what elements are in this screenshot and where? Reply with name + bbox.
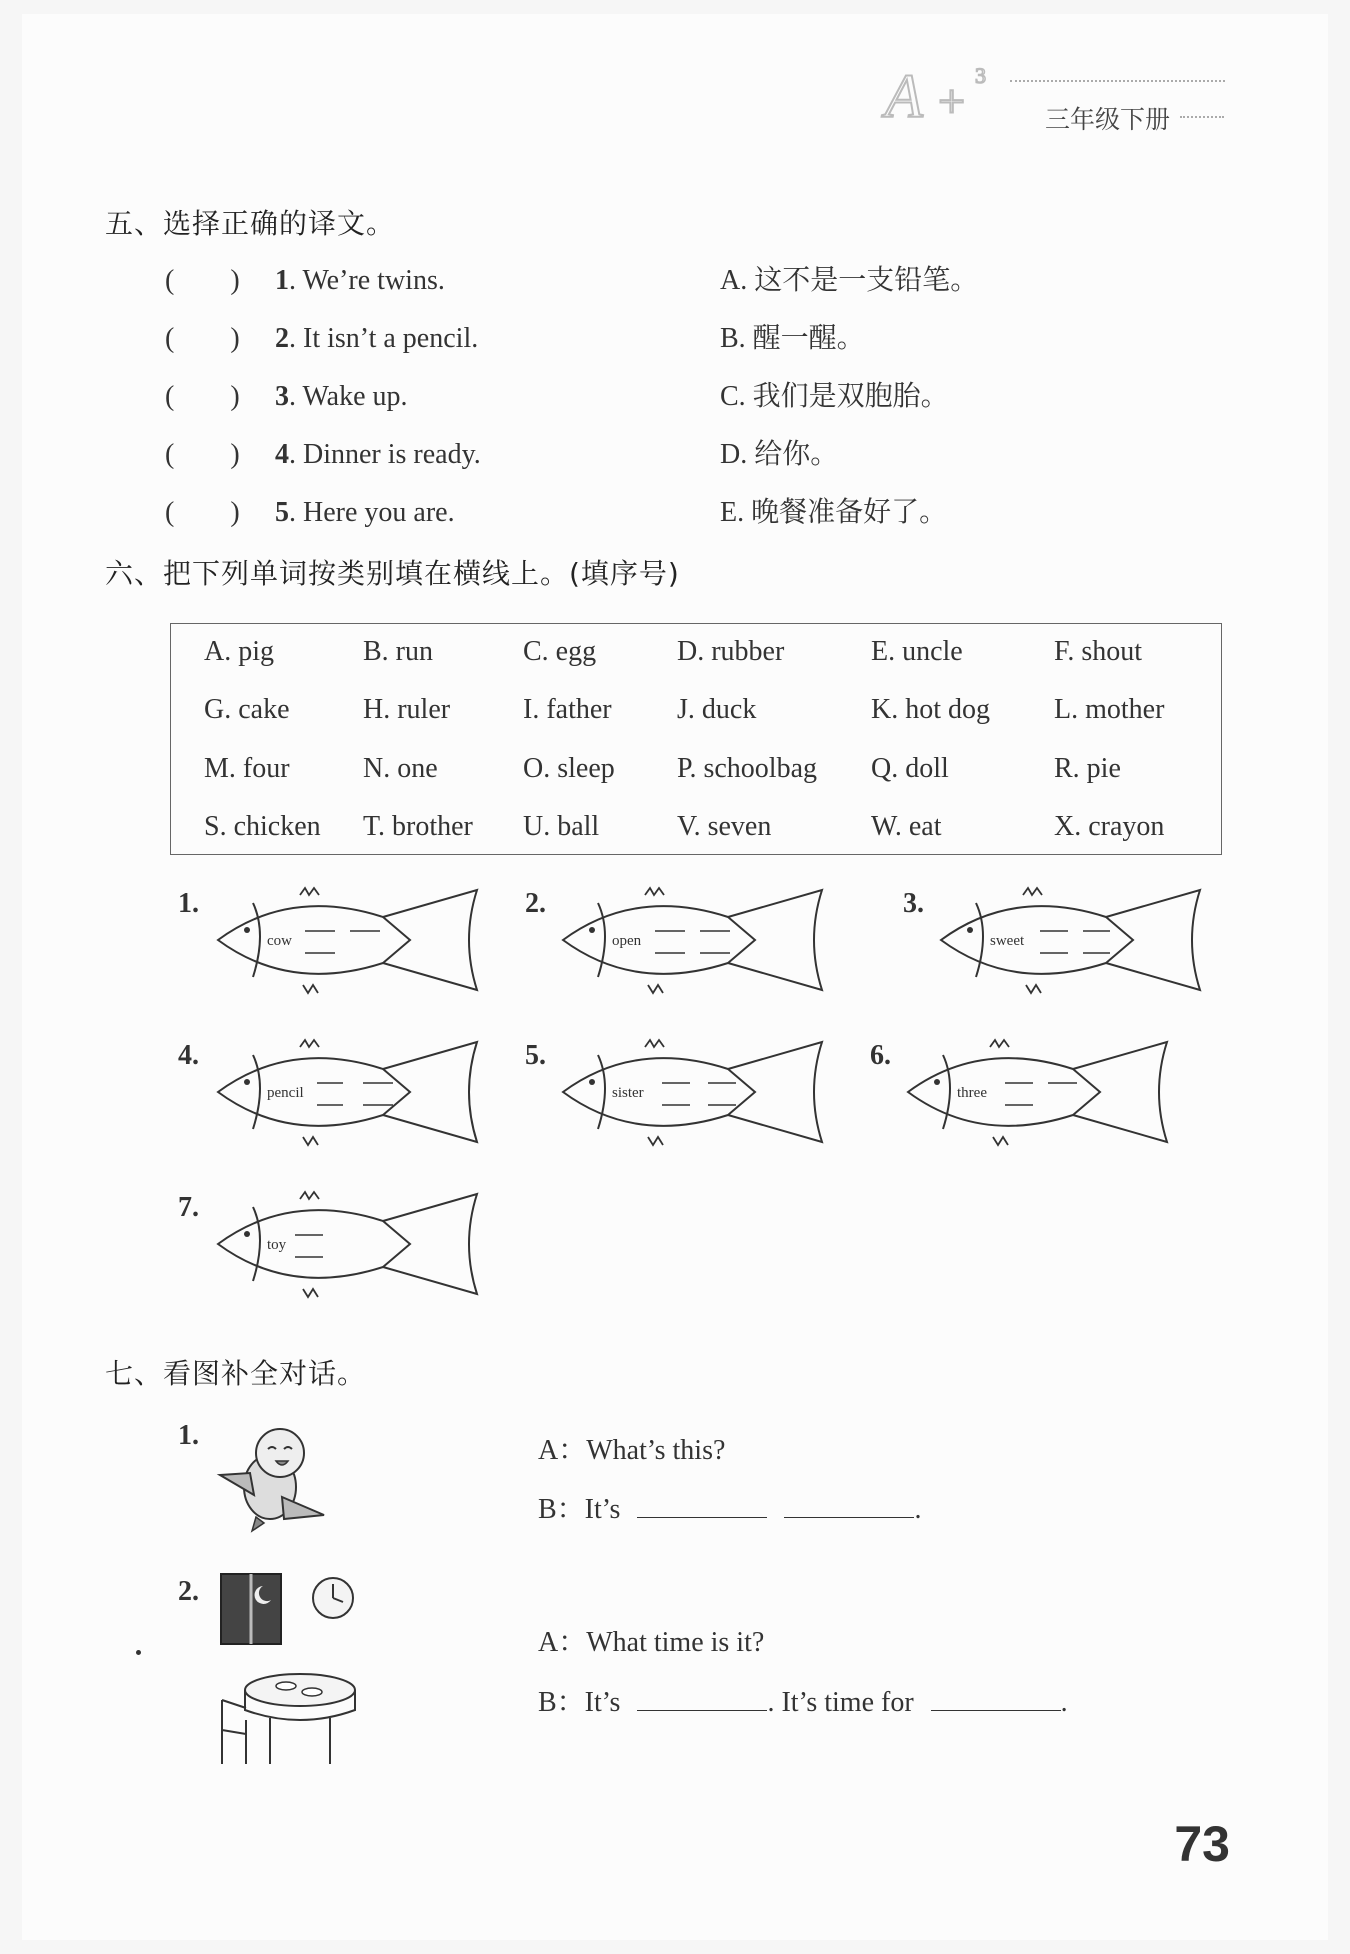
answer-blank[interactable]: [784, 1493, 914, 1518]
item-number: 1: [275, 265, 289, 296]
word-item: T. brother: [363, 811, 473, 842]
dinner-table-icon: [220, 1660, 360, 1770]
word-item: P. schoolbag: [677, 753, 817, 784]
header-rule: [1010, 80, 1225, 82]
word-item: R. pie: [1054, 753, 1121, 784]
word-item: F. shout: [1054, 636, 1143, 667]
item-sentence: . Wake up.: [289, 381, 408, 412]
answer-paren[interactable]: ( ): [165, 265, 240, 296]
word-item: V. seven: [677, 811, 772, 842]
word-item: X. crayon: [1054, 811, 1165, 842]
fish-icon: [938, 885, 1203, 995]
page-number: 73: [1174, 1816, 1230, 1872]
dialog-line-b: [538, 1487, 921, 1527]
dialog-line-a: A：What’s this?: [538, 1435, 726, 1466]
dialog-period: .: [914, 1494, 922, 1525]
fish-word: sister: [612, 1085, 644, 1101]
word-item: E. uncle: [871, 636, 963, 667]
svg-text:+: +: [935, 75, 968, 128]
word-item: M. four: [204, 753, 290, 784]
word-item: C. egg: [523, 636, 597, 667]
word-item: S. chicken: [204, 811, 321, 842]
fish-icon: [560, 1037, 825, 1147]
fish-number: 3.: [903, 888, 924, 919]
fish-word: toy: [267, 1237, 287, 1253]
answer-paren[interactable]: ( ): [165, 381, 240, 412]
dialog-line-b: [538, 1680, 1068, 1720]
item-sentence: . Dinner is ready.: [289, 439, 481, 470]
fish-icon: [905, 1037, 1170, 1147]
fish-number: 7.: [178, 1192, 199, 1223]
item-number: 2: [275, 323, 289, 354]
fish-word: open: [612, 933, 642, 949]
word-item: G. cake: [204, 694, 290, 725]
dialog-prefix: B：It’s: [538, 1494, 621, 1525]
answer-blank[interactable]: [637, 1493, 767, 1518]
svg-text:A: A: [885, 63, 923, 131]
answer-paren[interactable]: ( ): [165, 323, 240, 354]
item-sentence: . It isn’t a pencil.: [289, 323, 479, 354]
question-number: 2.: [178, 1576, 199, 1607]
option-a: A. 这不是一支铅笔。: [720, 265, 979, 296]
fish-number: 2.: [525, 888, 546, 919]
fish-icon: [215, 1037, 480, 1147]
item-number: 3: [275, 381, 289, 412]
word-item: J. duck: [677, 694, 757, 725]
fish-icon: [215, 1189, 480, 1299]
fish-icon: [215, 885, 480, 995]
fish-word: pencil: [267, 1085, 304, 1101]
option-c: C. 我们是双胞胎。: [720, 381, 949, 412]
dialog-prefix: B：It’s: [538, 1687, 621, 1718]
word-item: H. ruler: [363, 694, 451, 725]
fish-icon: [560, 885, 825, 995]
fish-number: 6.: [870, 1040, 891, 1071]
option-b: B. 醒一醒。: [720, 323, 865, 354]
question-number: 1.: [178, 1420, 199, 1451]
fish-word: cow: [267, 933, 292, 949]
word-item: N. one: [363, 753, 438, 784]
fish-word: three: [957, 1085, 987, 1101]
item-number: 4: [275, 439, 289, 470]
night-window-icon: [215, 1568, 365, 1648]
word-item: U. ball: [523, 811, 600, 842]
word-item: A. pig: [204, 636, 274, 667]
word-item: O. sleep: [523, 753, 615, 784]
section6-title: 六、把下列单词按类别填在横线上。(填序号): [105, 557, 680, 590]
answer-blank[interactable]: [637, 1686, 767, 1711]
translation-item-1: [165, 258, 445, 298]
item-number: 5: [275, 497, 289, 528]
option-d: D. 给你。: [720, 439, 839, 470]
print-dot: [136, 1650, 141, 1655]
dialog-period: .: [1060, 1687, 1068, 1718]
dialog-line-a: A：What time is it?: [538, 1627, 765, 1658]
section5-title: 五、选择正确的译文。: [105, 207, 396, 240]
option-e: E. 晚餐准备好了。: [720, 497, 948, 528]
svg-text:3: 3: [975, 63, 986, 88]
word-item: B. run: [363, 636, 433, 667]
translation-item-4: [165, 432, 481, 472]
word-item: I. father: [523, 694, 612, 725]
bird-icon: [212, 1415, 332, 1535]
word-item: W. eat: [871, 811, 942, 842]
section7-title: 七、看图补全对话。: [105, 1357, 367, 1390]
dialog-middle: . It’s time for: [767, 1687, 914, 1718]
word-item: D. rubber: [677, 636, 785, 667]
translation-item-3: [165, 374, 408, 414]
fish-word: sweet: [990, 933, 1025, 949]
word-item: K. hot dog: [871, 694, 990, 725]
item-sentence: . Here you are.: [289, 497, 455, 528]
translation-item-2: [165, 316, 478, 356]
item-sentence: . We’re twins.: [289, 265, 445, 296]
word-bank: [170, 623, 1222, 855]
word-item: L. mother: [1054, 694, 1165, 725]
word-item: Q. doll: [871, 753, 949, 784]
answer-paren[interactable]: ( ): [165, 439, 240, 470]
translation-item-5: [165, 490, 455, 530]
answer-paren[interactable]: ( ): [165, 497, 240, 528]
grade-label: 三年级下册: [1045, 105, 1171, 134]
fish-number: 5.: [525, 1040, 546, 1071]
fish-number: 1.: [178, 888, 199, 919]
answer-blank[interactable]: [931, 1686, 1061, 1711]
fish-number: 4.: [178, 1040, 199, 1071]
header-dots: [1180, 116, 1224, 118]
brand-logo-icon: [880, 55, 1010, 135]
